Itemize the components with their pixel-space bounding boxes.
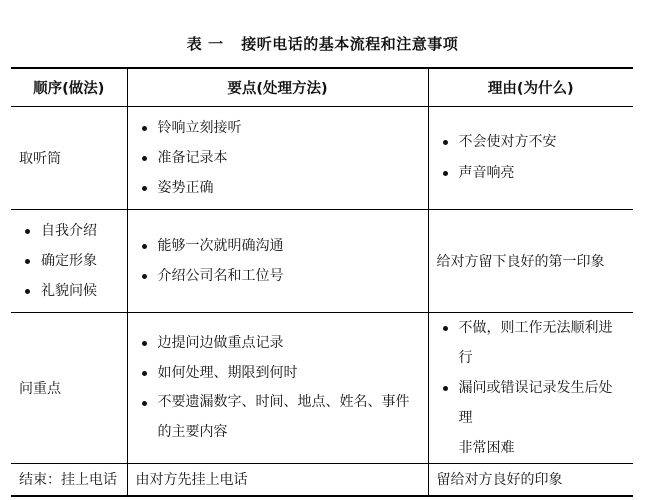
list-item-continuation: 的主要内容 xyxy=(157,424,228,440)
table-row xyxy=(11,209,633,312)
list-item: 不做，则工作无法顺利进行 xyxy=(437,313,626,373)
list-item: 不会使对方不安 xyxy=(437,127,626,158)
list-item: 准备记录本 xyxy=(136,143,420,173)
list-item: 介绍公司名和工位号 xyxy=(136,261,420,291)
order-cell: 结束：挂上电话 xyxy=(11,463,127,496)
list-item: 自我介绍 xyxy=(19,216,119,246)
list-item-continuation: 非常困难 xyxy=(458,439,515,456)
table-row xyxy=(11,312,633,463)
table-row xyxy=(11,106,633,209)
table-caption xyxy=(0,33,645,54)
list-item: 边提问边做重点记录 xyxy=(136,328,420,358)
points-cell xyxy=(127,312,428,463)
points-cell xyxy=(127,209,428,312)
list-item: 声音响亮 xyxy=(437,158,626,189)
order-cell: 取听筒 xyxy=(11,106,127,209)
list-item: 能够一次就明确沟通 xyxy=(136,231,420,261)
points-cell xyxy=(127,106,428,209)
table-number: 表 一 xyxy=(186,35,224,53)
list-item: 铃响立刻接听 xyxy=(136,113,420,143)
points-cell: 由对方先挂上电话 xyxy=(127,463,428,496)
list-item: 不要遗漏数字、时间、地点、姓名、事件 xyxy=(136,388,420,417)
procedure-table xyxy=(11,67,633,497)
table-title: 接听电话的基本流程和注意事项 xyxy=(241,35,459,53)
table-header-row xyxy=(11,68,633,106)
order-cell: 问重点 xyxy=(11,312,127,463)
reasons-cell: 留给对方良好的印象 xyxy=(436,472,563,489)
list-item: 姿势正确 xyxy=(136,173,420,203)
order-cell xyxy=(11,209,127,312)
reasons-cell xyxy=(428,106,633,209)
header-order: 顺序(做法) xyxy=(11,68,127,106)
list-item: 如何处理、期限到何时 xyxy=(136,358,420,388)
table-row xyxy=(11,463,633,496)
list-item: 确定形象 xyxy=(19,246,119,276)
list-item: 漏问或错误记录发生后处理 xyxy=(437,373,626,433)
list-item: 礼貌问候 xyxy=(19,276,119,306)
header-points: 要点(处理方法) xyxy=(127,68,428,106)
reasons-cell xyxy=(428,312,633,463)
header-reasons: 理由(为什么) xyxy=(487,80,574,97)
reasons-cell: 给对方留下良好的第一印象 xyxy=(436,253,605,270)
